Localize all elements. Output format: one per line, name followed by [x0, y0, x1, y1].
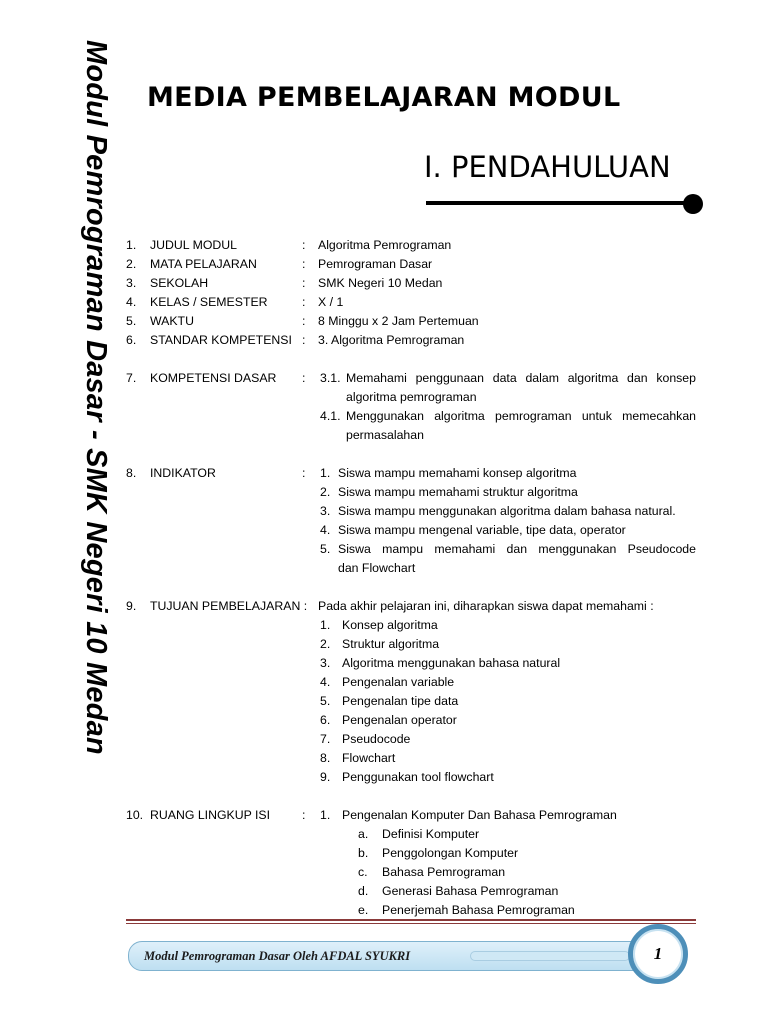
- ruang-row: [126, 806, 696, 825]
- info-colon: :: [302, 314, 306, 328]
- page-number: 1: [653, 944, 663, 963]
- ruang-subitem: d. Generasi Bahasa Pemrograman: [358, 884, 559, 898]
- info-num: 2.: [126, 257, 137, 271]
- info-num: 1.: [126, 238, 137, 252]
- indikator-row: [126, 464, 696, 483]
- info-label: KELAS / SEMESTER: [150, 295, 268, 309]
- indikator-item-num: 3.: [320, 504, 331, 518]
- info-num: 5.: [126, 314, 137, 328]
- info-row: [126, 236, 696, 255]
- side-title: Modul Pemrograman Dasar - SMK Negeri 10 Medan: [80, 40, 112, 755]
- info-colon: :: [302, 257, 306, 271]
- tujuan-item: 5. Pengenalan tipe data: [320, 694, 459, 708]
- ruang-item-num: 1.: [320, 808, 331, 822]
- kompetensi-item-text: Memahami penggunaan data dalam algoritma dan konsep: [346, 371, 696, 385]
- info-row: [126, 274, 696, 293]
- ruang-colon: :: [302, 808, 306, 822]
- indikator-item-text: Siswa mampu memahami struktur algoritma: [338, 485, 578, 499]
- tujuan-item: 7. Pseudocode: [320, 732, 411, 746]
- ruang-subitem: b. Penggolongan Komputer: [358, 846, 519, 860]
- indikator-item-text: Siswa mampu memahami dan menggunakan Pseudocode: [338, 542, 696, 556]
- indikator-item-num: 4.: [320, 523, 331, 537]
- tujuan-item: 8. Flowchart: [320, 751, 396, 765]
- module-info: [126, 236, 696, 920]
- kompetensi-item-text: Menggunakan algoritma pemrograman untuk memecahkan: [346, 409, 696, 423]
- kompetensi-label: KOMPETENSI DASAR: [150, 371, 277, 385]
- page-title: MEDIA PEMBELAJARAN MODUL: [147, 82, 621, 113]
- indikator-item-text: Siswa mampu mengenal variable, tipe data, operator: [338, 523, 626, 537]
- info-colon: :: [302, 295, 306, 309]
- info-value: Pemrograman Dasar: [318, 257, 433, 271]
- info-label: SEKOLAH: [150, 276, 209, 290]
- kompetensi-item-text-cont: permasalahan: [346, 428, 424, 442]
- indikator-num: 8.: [126, 466, 137, 480]
- chapter-underline: [426, 201, 692, 205]
- tujuan-item: 9. Penggunakan tool flowchart: [320, 770, 494, 784]
- tujuan-item: 6. Pengenalan operator: [320, 713, 457, 727]
- chapter-title: I. PENDAHULUAN: [424, 150, 671, 184]
- info-value: 3. Algoritma Pemrograman: [318, 333, 465, 347]
- info-row: [126, 331, 696, 350]
- info-label: STANDAR KOMPETENSI: [150, 333, 292, 347]
- tujuan-item: 2. Struktur algoritma: [320, 637, 440, 651]
- info-row: [126, 312, 696, 331]
- tujuan-item: 4. Pengenalan variable: [320, 675, 455, 689]
- footer-text: Modul Pemrograman Dasar Oleh AFDAL SYUKRI: [144, 949, 411, 963]
- kompetensi-item-num: 3.1.: [320, 371, 341, 385]
- info-num: 6.: [126, 333, 137, 347]
- tujuan-item: 1. Konsep algoritma: [320, 618, 438, 632]
- tujuan-item: 3. Algoritma menggunakan bahasa natural: [320, 656, 561, 670]
- info-value: 8 Minggu x 2 Jam Pertemuan: [318, 314, 479, 328]
- kompetensi-item-text-cont: algoritma pemrograman: [346, 390, 477, 404]
- info-label: JUDUL MODUL: [150, 238, 237, 252]
- info-colon: :: [302, 276, 306, 290]
- ruang-subitem: a. Definisi Komputer: [358, 827, 480, 841]
- ruang-subitem: c. Bahasa Pemrograman: [358, 865, 506, 879]
- info-colon: :: [302, 333, 306, 347]
- kompetensi-row: [126, 369, 696, 388]
- indikator-item-num: 1.: [320, 466, 331, 480]
- footer-rule: [126, 919, 696, 921]
- info-num: 3.: [126, 276, 137, 290]
- indikator-item-num: 5.: [320, 542, 331, 556]
- info-label: MATA PELAJARAN: [150, 257, 257, 271]
- indikator-item-num: 2.: [320, 485, 331, 499]
- indikator-item-text: Siswa mampu memahami konsep algoritma: [338, 466, 577, 480]
- info-value: SMK Negeri 10 Medan: [318, 276, 443, 290]
- ruang-item-text: Pengenalan Komputer Dan Bahasa Pemrograman: [342, 808, 617, 822]
- info-row: [126, 255, 696, 274]
- footer-banner-accent: [470, 951, 630, 961]
- info-row: [126, 293, 696, 312]
- tujuan-intro: Pada akhir pelajaran ini, diharapkan siswa dapat memahami :: [318, 599, 654, 613]
- indikator-item-text: Siswa mampu menggunakan algoritma dalam bahasa natural.: [338, 504, 676, 518]
- footer-rule-thin: [126, 923, 696, 924]
- info-num: 4.: [126, 295, 137, 309]
- kompetensi-num: 7.: [126, 371, 137, 385]
- tujuan-label: TUJUAN PEMBELAJARAN :: [150, 599, 308, 613]
- tujuan-row: [126, 597, 696, 616]
- ruang-subitem: e. Penerjemah Bahasa Pemrograman: [358, 903, 575, 917]
- ruang-label: RUANG LINGKUP ISI: [150, 808, 271, 822]
- indikator-item-text-cont: dan Flowchart: [338, 561, 416, 575]
- ruang-num: 10.: [126, 808, 144, 822]
- kompetensi-item-num: 4.1.: [320, 409, 341, 423]
- tujuan-num: 9.: [126, 599, 137, 613]
- indikator-label: INDIKATOR: [150, 466, 216, 480]
- chapter-underline-dot: [683, 194, 703, 214]
- kompetensi-colon: :: [302, 371, 306, 385]
- indikator-colon: :: [302, 466, 306, 480]
- info-value: Algoritma Pemrograman: [318, 238, 452, 252]
- info-label: WAKTU: [150, 314, 194, 328]
- info-value: X / 1: [318, 295, 344, 309]
- info-colon: :: [302, 238, 306, 252]
